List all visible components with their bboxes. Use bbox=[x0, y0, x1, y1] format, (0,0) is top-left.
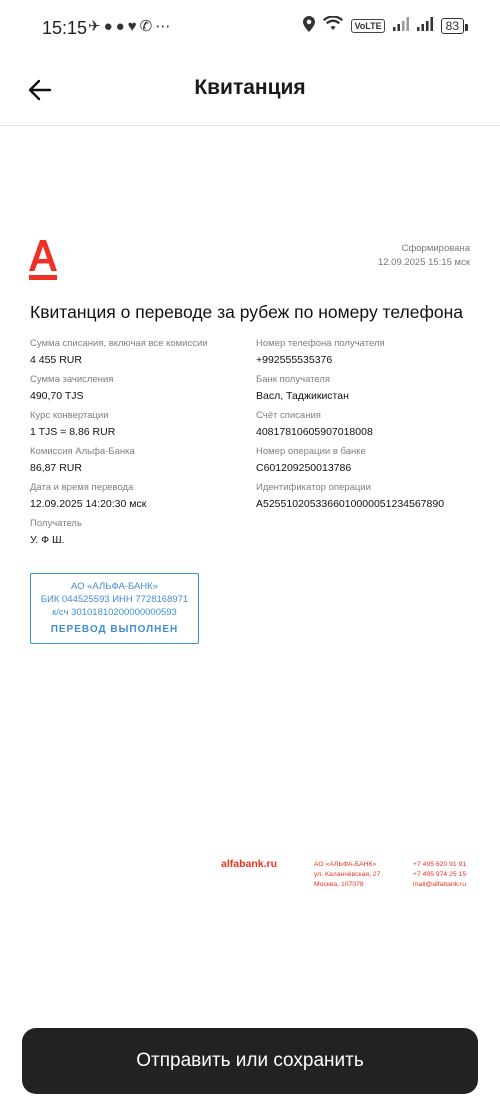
field-value: 40817810605907018008 bbox=[256, 426, 373, 438]
field-recipient bbox=[30, 518, 250, 554]
location-icon bbox=[303, 16, 315, 35]
app-header bbox=[0, 56, 500, 126]
field-label: Сумма списания, включая все комиссии bbox=[30, 338, 208, 349]
formed-label: Сформирована bbox=[401, 243, 470, 254]
formed-info bbox=[378, 242, 470, 270]
field-value: A5255102053366010000051234567890 bbox=[256, 498, 445, 510]
chat-icon: ● bbox=[115, 18, 125, 35]
field-value: 12.09.2025 14:20:30 мск bbox=[30, 498, 147, 510]
field-exchange-rate bbox=[30, 410, 250, 446]
message-icon: ● bbox=[103, 18, 113, 35]
right-fields bbox=[256, 338, 476, 518]
field-label: Номер операции в банке bbox=[256, 446, 366, 457]
field-label: Счёт списания bbox=[256, 410, 321, 421]
footer-email: mail@alfabank.ru bbox=[413, 881, 466, 888]
footer-phone: +7 495 620 91 91 bbox=[413, 861, 467, 868]
field-label: Получатель bbox=[30, 518, 82, 529]
alfa-logo-icon bbox=[28, 238, 58, 282]
wifi-icon bbox=[323, 16, 343, 35]
footer-brand: alfabank.ru bbox=[221, 858, 278, 870]
signal-icon-1 bbox=[393, 17, 409, 34]
footer-address-line: АО «АЛЬФА-БАНК» bbox=[314, 861, 377, 868]
send-or-save-button[interactable]: Отправить или сохранить bbox=[22, 1028, 478, 1094]
field-label: Сумма зачисления bbox=[30, 374, 114, 385]
more-icon: ⋯ bbox=[155, 18, 171, 35]
status-bar bbox=[0, 0, 500, 56]
field-recipient-phone bbox=[256, 338, 476, 374]
field-value: 1 TJS = 8.86 RUR bbox=[30, 426, 116, 438]
field-label: Комиссия Альфа-Банка bbox=[30, 446, 135, 457]
footer-phone: +7 495 974 25 15 bbox=[413, 871, 467, 878]
field-value: 490,70 TJS bbox=[30, 390, 84, 402]
field-operation-id bbox=[256, 482, 476, 518]
phone-icon: ✆ bbox=[139, 18, 153, 35]
field-value: C601209250013786 bbox=[256, 462, 352, 474]
field-label: Номер телефона получателя bbox=[256, 338, 385, 349]
field-transfer-datetime bbox=[30, 482, 250, 518]
bank-stamp bbox=[30, 573, 199, 644]
stamp-bik-inn: БИК 044525593 ИНН 7728168971 bbox=[40, 594, 189, 605]
field-bank-fee bbox=[30, 446, 250, 482]
system-icons bbox=[303, 16, 464, 35]
field-label: Дата и время перевода bbox=[30, 482, 134, 493]
page-title: Квитанция bbox=[194, 76, 306, 99]
field-label: Курс конвертации bbox=[30, 410, 109, 421]
stamp-status: ПЕРЕВОД ВЫПОЛНЕН bbox=[50, 624, 179, 635]
field-value: Васл, Таджикистан bbox=[256, 390, 349, 402]
field-label: Банк получателя bbox=[256, 374, 330, 385]
field-debit-amount bbox=[30, 338, 250, 374]
field-credit-amount bbox=[30, 374, 250, 410]
stamp-corr-account: к/сч 30101810200000000593 bbox=[52, 607, 177, 618]
battery-icon: 83 bbox=[441, 18, 464, 34]
stamp-bank-name: АО «АЛЬФА-БАНК» bbox=[70, 581, 158, 592]
field-recipient-bank bbox=[256, 374, 476, 410]
field-operation-number bbox=[256, 446, 476, 482]
signal-icon-2 bbox=[417, 17, 433, 34]
field-value: 86,87 RUR bbox=[30, 462, 82, 474]
field-value: +992555535376 bbox=[256, 354, 333, 366]
footer-address-line: Москва, 107078 bbox=[314, 881, 364, 888]
footer-address-line: ул. Каланчёвская, 27 bbox=[314, 871, 381, 878]
left-fields bbox=[30, 338, 250, 554]
footer-contacts bbox=[413, 860, 466, 890]
formed-date: 12.09.2025 15:15 мск bbox=[377, 257, 470, 268]
field-value: 4 455 RUR bbox=[30, 354, 82, 366]
footer-address bbox=[314, 860, 380, 890]
receipt-title: Квитанция о переводе за рубеж по номеру телефона bbox=[30, 302, 463, 322]
heart-chat-icon: ♥ bbox=[127, 18, 137, 35]
field-debit-account bbox=[256, 410, 476, 446]
field-label: Идентификатор операции bbox=[256, 482, 371, 493]
missed-call-icon: ✈ bbox=[88, 18, 101, 35]
volte-badge: VoLTE bbox=[351, 19, 384, 33]
notification-icons bbox=[88, 17, 170, 37]
status-time: 15:15 bbox=[42, 18, 88, 38]
field-value: У. Ф Ш. bbox=[30, 534, 65, 546]
